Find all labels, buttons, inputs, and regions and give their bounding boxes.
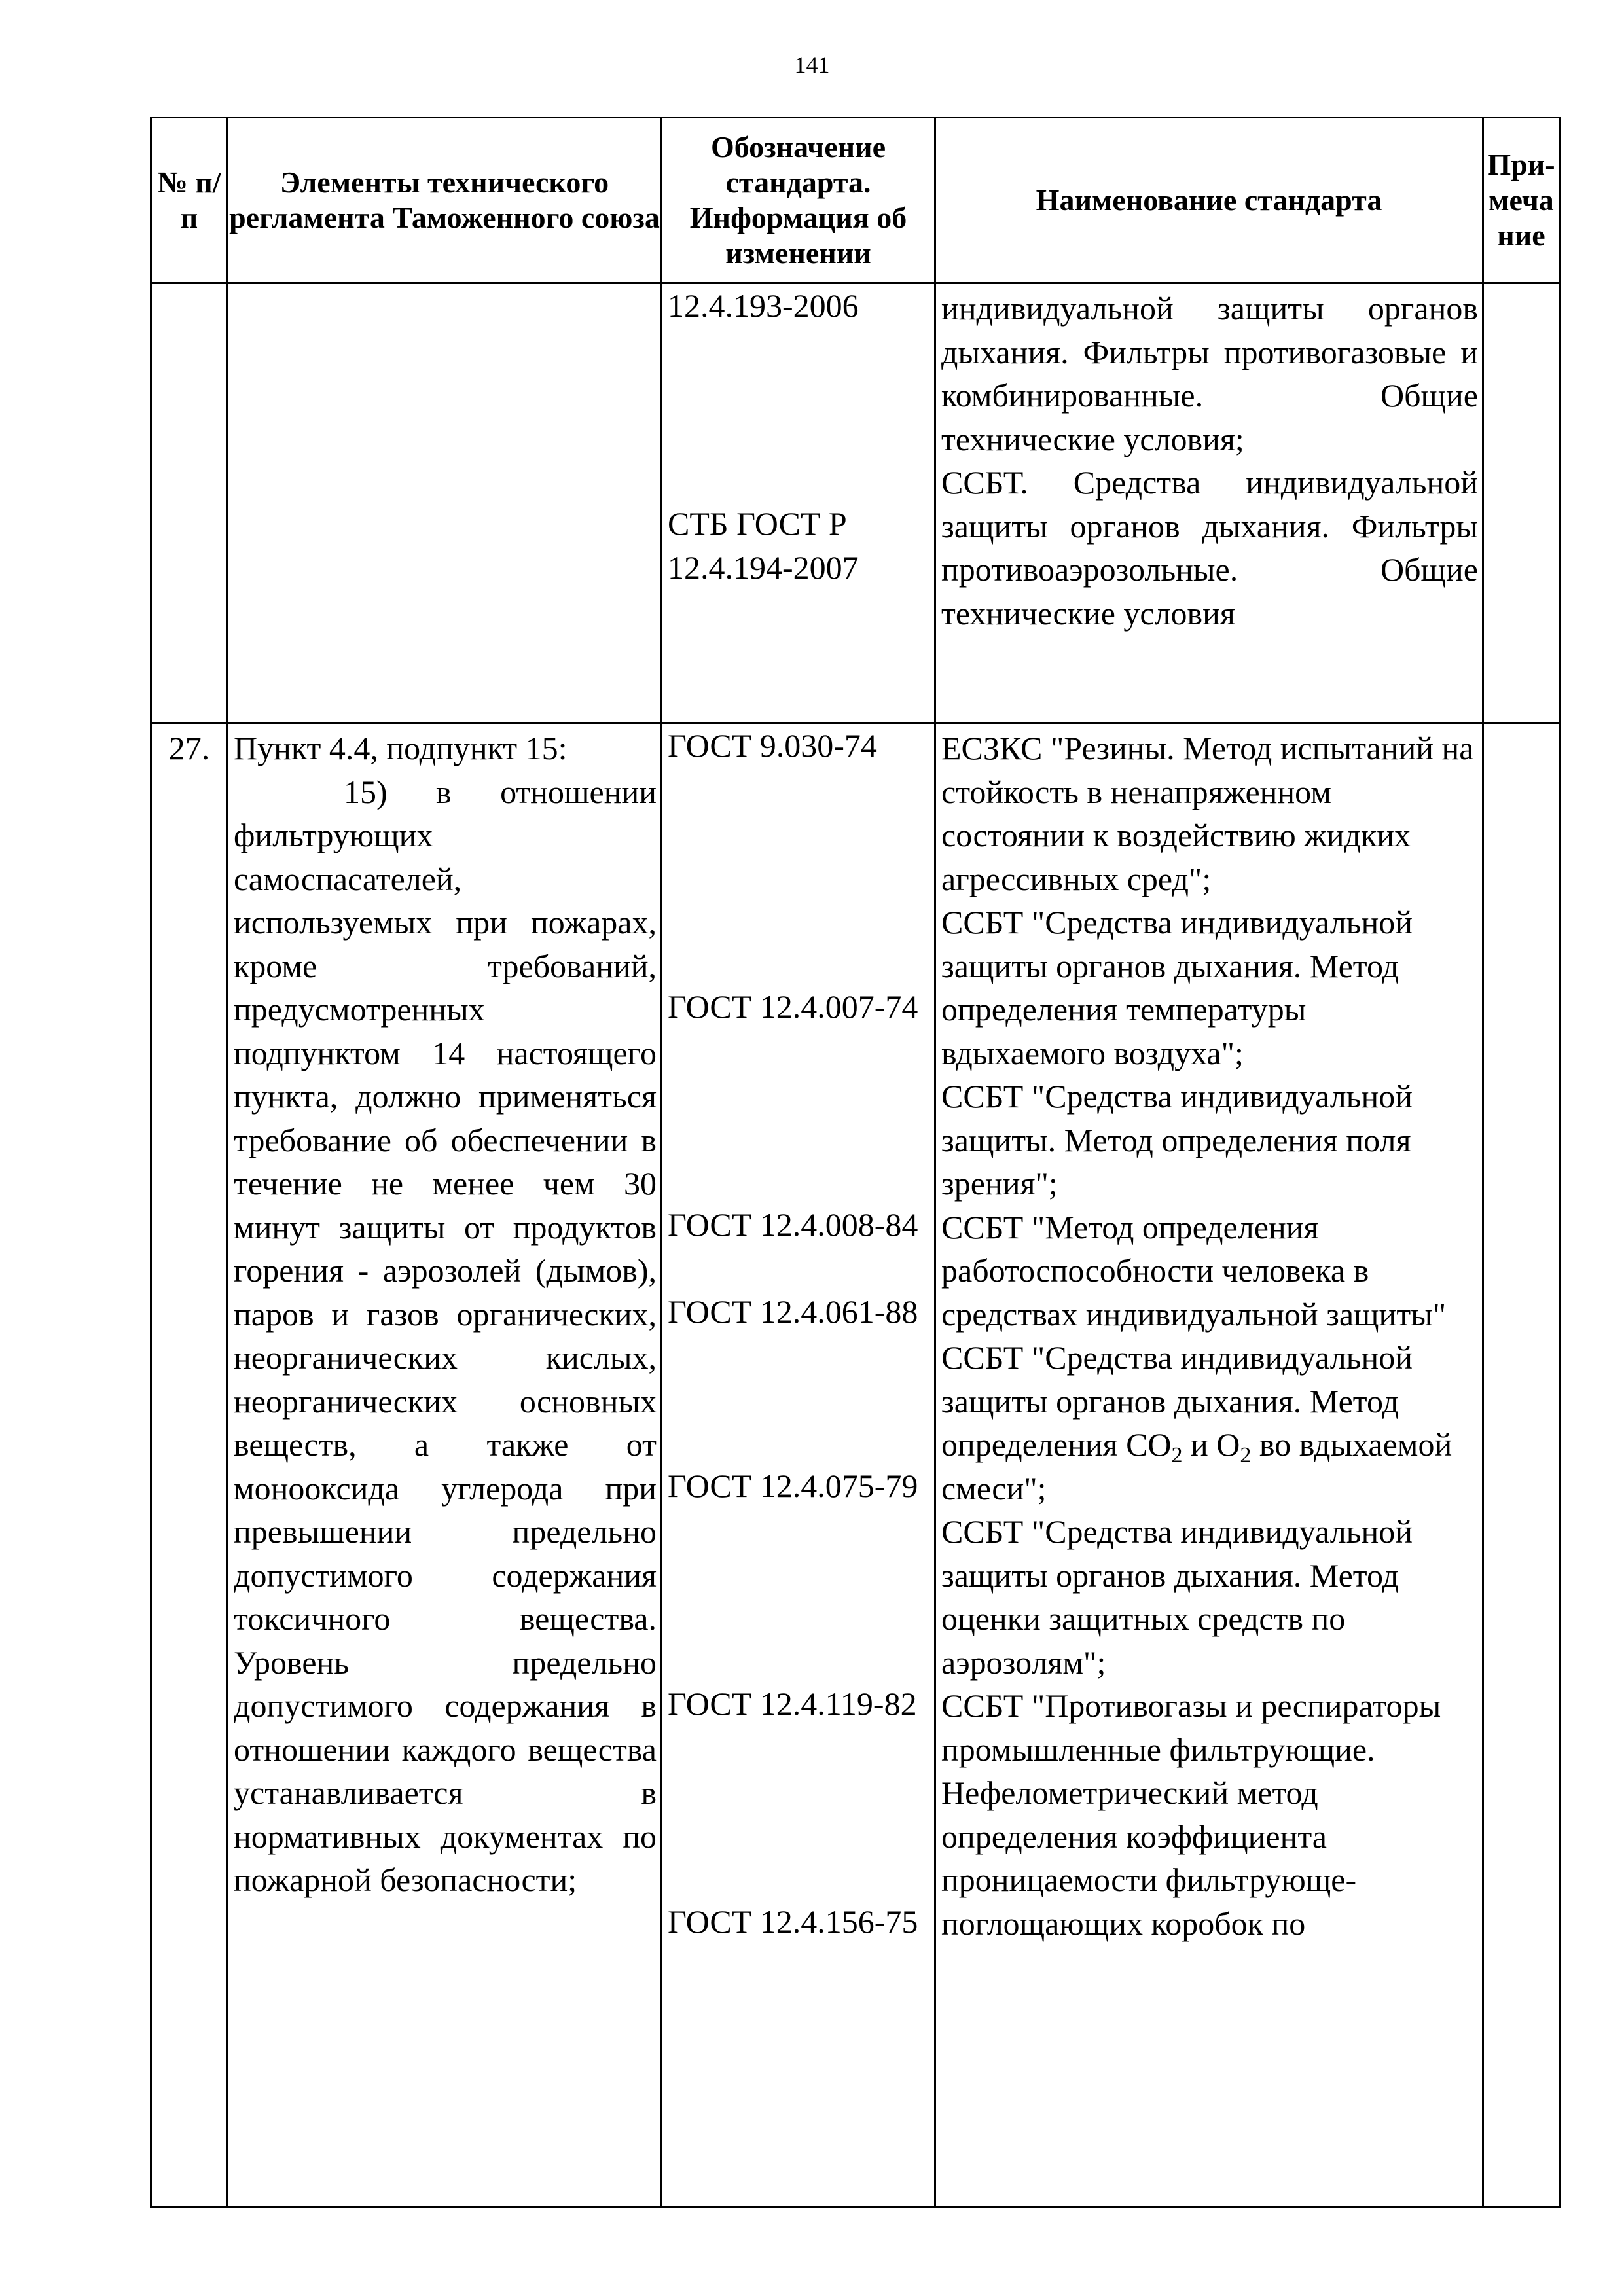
standard-code: ГОСТ 12.4.061-88 xyxy=(668,1293,918,1330)
name-text: и O xyxy=(1182,1426,1240,1463)
clause-heading: Пункт 4.4, подпункт 15: xyxy=(234,730,568,766)
standard-code: 12.4.193-2006 xyxy=(668,287,859,324)
table-row xyxy=(151,723,1560,2208)
standard-code: ГОСТ 12.4.119-82 xyxy=(668,1685,917,1722)
header-number: № п/п xyxy=(151,118,228,283)
page-number: 141 xyxy=(794,52,830,78)
row-standards xyxy=(662,283,935,723)
row-number: 27. xyxy=(151,723,228,2208)
standard-name: ЕСЗКС "Резины. Метод испытаний на стойкость в ненапряженном состоянии к воздействию жидких агрессивных сред"; xyxy=(941,730,1474,897)
table-header-row xyxy=(151,118,1560,283)
standard-name: ССБТ "Противогазы и респираторы промышленные фильтрующие. Нефелометрический метод определения коэффициента проницаемости фильтрующе-поглощающих коробок по xyxy=(941,1687,1441,1942)
standard-name: ССБТ "Средства индивидуальной защиты органов дыхания. Метод оценки защитных средств по аэрозолям"; xyxy=(941,1513,1413,1681)
table-row xyxy=(151,283,1560,723)
header-standard-name: Наименование стандарта xyxy=(935,118,1483,283)
name-text: во вдыхаемой смеси"; xyxy=(941,1426,1453,1507)
row-standards xyxy=(662,723,935,2208)
standard-name: индивидуальной защиты органов дыхания. Фильтры противогазовые и комбинированные. Общие технические условия; xyxy=(941,290,1478,457)
standard-code: ГОСТ 12.4.007-74 xyxy=(668,988,918,1025)
header-note: При- меча ние xyxy=(1483,118,1560,283)
row-names xyxy=(935,283,1483,723)
row-note xyxy=(1483,723,1560,2208)
subscript: 2 xyxy=(1171,1443,1183,1467)
standard-name: ССБТ. Средства индивидуальной защиты органов дыхания. Фильтры противоаэрозольные. Общие технические условия xyxy=(941,464,1478,632)
subscript: 2 xyxy=(1240,1443,1252,1467)
row-names xyxy=(935,723,1483,2208)
standard-name: ССБТ "Средства индивидуальной защиты. Метод определения поля зрения"; xyxy=(941,1078,1413,1202)
clause-body: 15) в отношении фильтрующих самоспасателей, используемых при пожарах, кроме требований, предусмотренных подпунктом 14 настоящего пункта, должно применяться требование об обеспечении в течение не менее чем 30 минут защиты от продуктов горения - аэрозолей (дымов), паров и газов органических, неорганических кислых, неорганических основных веществ, а также от монооксида углерода при превышении предельно допустимого содержания токсичного вещества. Уровень предельно допустимого содержания в отношении каждого вещества устанавливается в нормативных документах по пожарной безопасности; xyxy=(234,773,657,1898)
standard-code: ГОСТ 12.4.075-79 xyxy=(668,1467,918,1504)
row-element xyxy=(228,283,662,723)
standard-code: ГОСТ 12.4.008-84 xyxy=(668,1206,918,1243)
row-note xyxy=(1483,283,1560,723)
name-text: ССБТ "Средства индивидуальной защиты органов дыхания. Метод определения CO xyxy=(941,1339,1413,1463)
standard-name xyxy=(941,1336,1478,1510)
header-element: Элементы технического регламента Таможенного союза xyxy=(228,118,662,283)
standard-code: ГОСТ 12.4.156-75 xyxy=(668,1903,918,1940)
standard-code: ГОСТ 9.030-74 xyxy=(668,727,877,764)
standards-table xyxy=(150,117,1561,2208)
header-standard-code: Обозначение стандарта. Информация об изменении xyxy=(662,118,935,283)
standard-name: ССБТ "Средства индивидуальной защиты органов дыхания. Метод определения температуры вдыхаемого воздуха"; xyxy=(941,904,1413,1071)
row-element xyxy=(228,723,662,2208)
standard-code: СТБ ГОСТ Р 12.4.194-2007 xyxy=(668,505,859,586)
row-number xyxy=(151,283,228,723)
standard-name: ССБТ "Метод определения работоспособности человека в средствах индивидуальной защиты" xyxy=(941,1208,1447,1333)
